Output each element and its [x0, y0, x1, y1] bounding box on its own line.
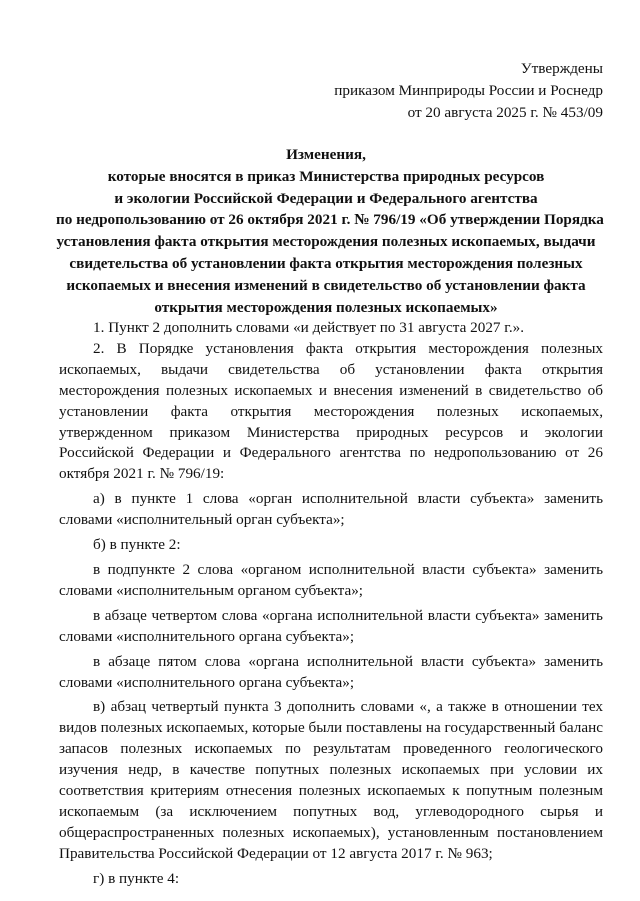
body-paragraph: в) абзац четвертый пункта 3 дополнить словами «, а также в отношении тех видов полезных ископаемых, которые были поставлены на государственный баланс запасов полезных ископаемых по результатам проведенного геологического изучения недр, в качестве попутных полезных ископаемых при условии их соответствия критериям отнесения полезных ископаемых к попутным полезным ископаемым (за исключением попутных вод, углеводородного сырья и общераспространенных полезных ископаемых), установленным постановлением Правительства Российской Федерации от 12 августа 2017 г. № 963; [59, 698, 603, 862]
body-paragraph: г) в пункте 4: [93, 869, 180, 887]
body-paragraph: в абзаце четвертом слова «органа исполнительной власти субъекта» заменить словами «исполнительного органа субъекта»; [59, 606, 603, 645]
approval-block [334, 58, 603, 124]
title-line: и экологии Российской Федерации и Федерального агентства [114, 189, 538, 207]
approval-line: от 20 августа 2025 г. № 453/09 [407, 104, 603, 121]
document-title [56, 144, 604, 318]
body-paragraph: 2. В Порядке установления факта открытия месторождения полезных ископаемых, выдачи свидетельства об установлении факта открытия месторождения полезных ископаемых и внесения изменений в свидетельство об установлении факта открытия месторождения полезных ископаемых, утвержденном приказом Министерства природных ресурсов и экологии Российской Федерации и Федерального агентства по недропользованию от 26 октября 2021 г. № 796/19: [59, 339, 603, 483]
title-line: по недропользованию от 26 октября 2021 г. № 796/19 «Об утверждении Порядка [56, 211, 604, 229]
body-paragraph: а) в пункте 1 слова «орган исполнительной власти субъекта» заменить словами «исполнительный орган субъекта»; [59, 490, 603, 529]
title-line: свидетельства об установлении факта открытия месторождения полезных [69, 254, 583, 272]
body-paragraph: б) в пункте 2: [93, 536, 181, 554]
title-line: Изменения, [286, 146, 366, 163]
approval-line: Утверждены [520, 60, 603, 77]
body-paragraph: в подпункте 2 слова «органом исполнительной власти субъекта» заменить словами «исполнительным органом субъекта»; [59, 560, 603, 599]
title-line: ископаемых и внесения изменений в свидетельство об установлении факта [66, 276, 586, 294]
body-paragraph: в абзаце пятом слова «органа исполнительной власти субъекта» заменить словами «исполнительного органа субъекта»; [59, 652, 603, 691]
title-line: которые вносятся в приказ Министерства природных ресурсов [107, 167, 545, 185]
document-body [59, 318, 603, 890]
title-line: установления факта открытия месторождения полезных ископаемых, выдачи [56, 233, 596, 251]
body-paragraph: 1. Пункт 2 дополнить словами «и действует по 31 августа 2027 г.». [93, 319, 525, 336]
approval-line: приказом Минприроды России и Роснедр [334, 82, 603, 99]
title-line: открытия месторождения полезных ископаемых» [154, 298, 498, 316]
